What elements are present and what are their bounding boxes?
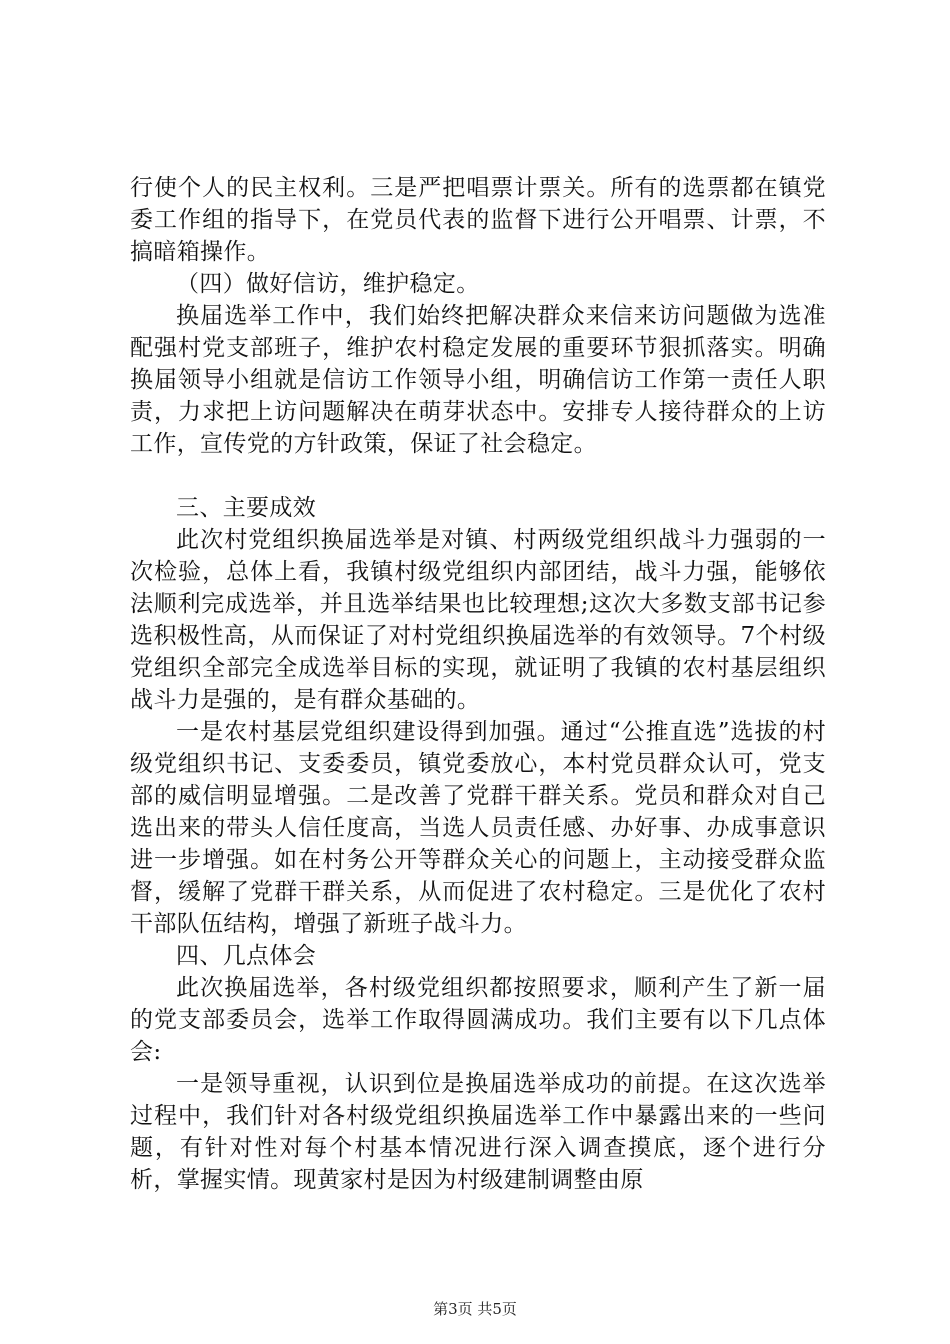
paragraph-reflection-one: 一是领导重视，认识到位是换届选举成功的前提。在这次选举过程中，我们针对各村级党组织换届选举工作中暴露出来的一些问题，有针对性对每个村基本情况进行深入调查摸底，逐个进行分析，掌握实情。现黄家村是因为村级建制调整由原 [130,1071,826,1193]
paragraph-petitions: 换届选举工作中，我们始终把解决群众来信来访问题做为选准配强村党支部班子，维护农村稳定发展的重要环节狠抓落实。明确换届领导小组就是信访工作领导小组，明确信访工作第一责任人职责，力求把上访问题解决在萌芽状态中。安排专人接待群众的上访工作，宣传党的方针政策，保证了社会稳定。 [130,303,826,457]
section-heading-results: 三、主要成效 [176,495,317,521]
paragraph-results-details: 一是农村基层党组织建设得到加强。通过“公推直选”选拔的村级党组织书记、支委委员，镇党委放心，本村党员群众认可，党支部的威信明显增强。二是改善了党群干群关系。党员和群众对自己选出来的带头人信任度高，当选人员责任感、办好事、办成事意识进一步增强。如在村务公开等群众关心的问题上，主动接受群众监督，缓解了党群干群关系，从而促进了农村稳定。三是优化了农村干部队伍结构，增强了新班子战斗力。 [130,719,826,937]
paragraph-reflections-intro: 此次换届选举，各村级党组织都按照要求，顺利产生了新一届的党支部委员会，选举工作取得圆满成功。我们主要有以下几点体会: [130,975,826,1065]
page-number-footer: 第3页 共5页 [433,1300,517,1318]
paragraph-results-overview: 此次村党组织换届选举是对镇、村两级党组织战斗力强弱的一次检验，总体上看，我镇村级党组织内部团结，战斗力强，能够依法顺利完成选举，并且选举结果也比较理想;这次大多数支部书记参选积极性高，从而保证了对村党组织换届选举的有效领导。7个村级党组织全部完全成选举目标的实现，就证明了我镇的农村基层组织战斗力是强的，是有群众基础的。 [130,527,826,713]
subheading-petitions: （四）做好信访，维护稳定。 [176,271,480,297]
section-heading-reflections: 四、几点体会 [176,943,317,969]
paragraph-voting-rights: 行使个人的民主权利。三是严把唱票计票关。所有的选票都在镇党委工作组的指导下，在党员代表的监督下进行公开唱票、计票，不搞暗箱操作。 [130,175,826,265]
document-body [130,172,826,1196]
